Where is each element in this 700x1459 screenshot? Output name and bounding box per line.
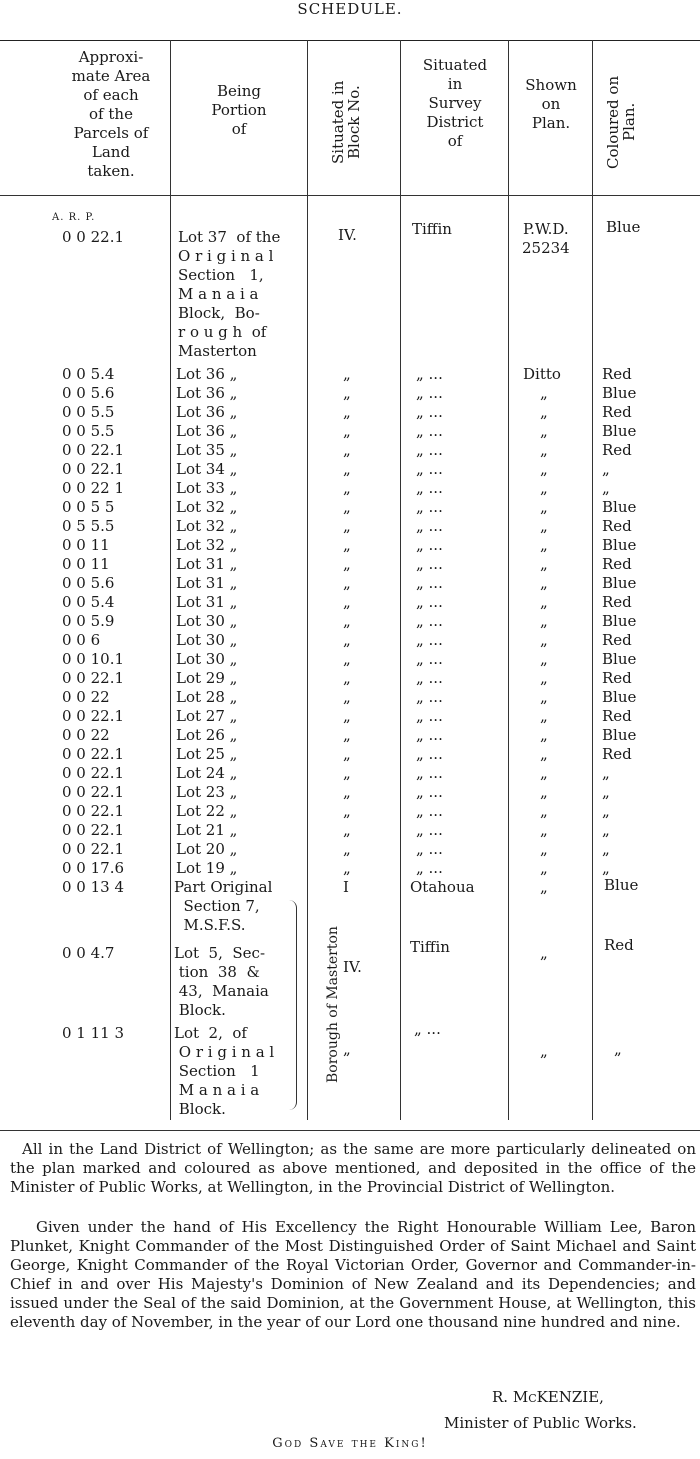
cell-plan: „ (540, 422, 548, 440)
cell-block: „ (343, 783, 351, 801)
cell-area: 0 0 5.4 (62, 593, 115, 611)
lot2-plan: „ (540, 1042, 548, 1060)
cell-portion: Lot 33 „ (176, 479, 238, 497)
cell-block: „ (343, 688, 351, 706)
table-row (0, 593, 700, 612)
cell-plan: Ditto (523, 365, 561, 383)
cell-district: „ ... (416, 650, 443, 668)
borough-brace (288, 900, 297, 1110)
cell-block: „ (343, 498, 351, 516)
cell-area: 0 0 22.1 (62, 821, 125, 839)
cell-plan: „ (540, 650, 548, 668)
table-row (0, 403, 700, 422)
cell-area: 0 0 5.9 (62, 612, 115, 630)
lot5-area: 0 0 4.7 (62, 944, 115, 962)
cell-portion: Lot 22 „ (176, 802, 238, 820)
cell-block: „ (343, 802, 351, 820)
cell-colour: Red (602, 555, 632, 573)
cell-plan: „ (540, 631, 548, 649)
cell-portion: Lot 32 „ (176, 498, 238, 516)
table-row (0, 498, 700, 517)
cell-district: „ ... (416, 403, 443, 421)
cell-area: 0 0 17.6 (62, 859, 125, 877)
cell-district: „ ... (416, 859, 443, 877)
cell-plan: „ (540, 441, 548, 459)
cell-portion: Lot 23 „ (176, 783, 238, 801)
cell-plan: „ (540, 536, 548, 554)
schedule-title: SCHEDULE. (297, 0, 403, 18)
cell-block: „ (343, 574, 351, 592)
first-row-area: 0 0 22.1 (62, 228, 125, 246)
cell-portion: Lot 36 „ (176, 422, 238, 440)
cell-plan: „ (540, 517, 548, 535)
cell-colour: Red (602, 631, 632, 649)
cell-colour: Blue (602, 422, 637, 440)
cell-portion: Lot 31 „ (176, 574, 238, 592)
cell-plan: „ (540, 384, 548, 402)
header-top-rule (0, 40, 700, 41)
cell-block: „ (343, 517, 351, 535)
lot5-block: IV. (343, 958, 362, 976)
cell-district: „ ... (416, 536, 443, 554)
cell-portion: Lot 19 „ (176, 859, 238, 877)
cell-area: 0 0 22.1 (62, 745, 125, 763)
cell-area: 0 0 5.6 (62, 384, 115, 402)
cell-plan: „ (540, 403, 548, 421)
cell-plan: „ (540, 821, 548, 839)
cell-portion: Lot 36 „ (176, 403, 238, 421)
cell-colour: Red (602, 517, 632, 535)
cell-portion: Lot 29 „ (176, 669, 238, 687)
cell-area: 0 0 11 (62, 536, 110, 554)
cell-block: „ (343, 593, 351, 611)
cell-block: „ (343, 859, 351, 877)
lot5-plan: „ (540, 944, 548, 962)
cell-block: „ (343, 840, 351, 858)
cell-area: 0 0 22 (62, 688, 110, 706)
cell-block: „ (343, 536, 351, 554)
cell-plan: „ (540, 479, 548, 497)
cell-area: 0 0 22.1 (62, 783, 125, 801)
table-bottom-rule (0, 1130, 700, 1131)
header-block: Situated in Block No. (329, 80, 363, 164)
cell-colour: Red (602, 441, 632, 459)
cell-colour: „ (602, 460, 610, 478)
cell-district: „ ... (416, 631, 443, 649)
cell-portion: Lot 31 „ (176, 593, 238, 611)
table-row (0, 479, 700, 498)
cell-portion: Lot 34 „ (176, 460, 238, 478)
cell-area: 0 0 22 1 (62, 479, 125, 497)
cell-portion: Lot 36 „ (176, 365, 238, 383)
cell-area: 0 0 10.1 (62, 650, 125, 668)
cell-district: „ ... (416, 498, 443, 516)
given-under-paragraph: Given under the hand of His Excellency the Right Honourable William Lee, Baron Plunket, Knight Commander of the Most Distinguished Order of Saint Michael and Saint George, Knight Commander of the Royal Victorian Order, Governor and Commander-in-Chief in and over His Majesty's Dominion of New Zealand and its Dependencies; and issued under the Seal of the said Dominion, at the Government House, at Wellington, this eleventh day of November, in the year of our Lord one thousand nine hundred and nine. (10, 1218, 696, 1331)
cell-plan: „ (540, 669, 548, 687)
table-row (0, 365, 700, 384)
cell-area: 0 0 5.5 (62, 422, 115, 440)
table-row (0, 802, 700, 821)
cell-plan: „ (540, 859, 548, 877)
cell-colour: Blue (602, 536, 637, 554)
cell-colour: Red (602, 403, 632, 421)
cell-area: 0 0 11 (62, 555, 110, 573)
header-bottom-rule (0, 195, 700, 196)
cell-district: „ ... (416, 479, 443, 497)
cell-plan: „ (540, 498, 548, 516)
cell-block: „ (343, 669, 351, 687)
cell-area: 0 0 22.1 (62, 764, 125, 782)
cell-colour: Blue (602, 688, 637, 706)
cell-block: „ (343, 707, 351, 725)
cell-district: „ ... (416, 726, 443, 744)
cell-portion: Lot 35 „ (176, 441, 238, 459)
land-district-paragraph: All in the Land District of Wellington; as the same are more particularly delineated on the plan marked and coloured as above mentioned, and deposited in the office of the Minister of Public Works, at Wellington, in the Provincial District of Wellington. (10, 1140, 696, 1196)
cell-district: „ ... (416, 422, 443, 440)
first-row-colour: Blue (606, 218, 641, 236)
signature-name: R. McKENZIE, (492, 1388, 604, 1406)
cell-block: „ (343, 764, 351, 782)
cell-area: 0 0 5.5 (62, 403, 115, 421)
otahoua-portion: Part Original Section 7, M.S.F.S. (174, 878, 273, 934)
first-row-district: Tiffin (412, 220, 452, 238)
lot5-district: Tiffin (410, 938, 450, 956)
cell-plan: „ (540, 840, 548, 858)
cell-plan: „ (540, 726, 548, 744)
cell-area: 0 0 22.1 (62, 441, 125, 459)
cell-district: „ ... (416, 821, 443, 839)
borough-label: Borough of Masterton (325, 926, 341, 1084)
cell-plan: „ (540, 555, 548, 573)
cell-district: „ ... (416, 669, 443, 687)
cell-portion: Lot 31 „ (176, 555, 238, 573)
cell-plan: „ (540, 745, 548, 763)
cell-district: „ ... (416, 707, 443, 725)
cell-block: „ (343, 821, 351, 839)
cell-portion: Lot 26 „ (176, 726, 238, 744)
cell-plan: „ (540, 783, 548, 801)
cell-area: 0 0 22.1 (62, 802, 125, 820)
table-row (0, 669, 700, 688)
otahoua-plan: „ (540, 878, 548, 896)
cell-block: „ (343, 441, 351, 459)
cell-portion: Lot 30 „ (176, 650, 238, 668)
cell-portion: Lot 30 „ (176, 631, 238, 649)
cell-area: 0 0 5 5 (62, 498, 115, 516)
cell-district: „ ... (416, 840, 443, 858)
cell-colour: Red (602, 365, 632, 383)
header-district: Situated in Survey District of (422, 56, 488, 150)
signature-title: Minister of Public Works. (444, 1414, 637, 1432)
cell-district: „ ... (416, 688, 443, 706)
first-row-portion: Lot 37 of the O r i g i n a l Section 1, M a n a i a Block, Bo- r o u g h of Masterton (178, 228, 281, 360)
table-row (0, 536, 700, 555)
cell-portion: Lot 24 „ (176, 764, 238, 782)
cell-area: 0 0 22 (62, 726, 110, 744)
first-row-block: IV. (338, 226, 357, 244)
lot2-block: „ (343, 1040, 351, 1058)
cell-portion: Lot 28 „ (176, 688, 238, 706)
cell-block: „ (343, 555, 351, 573)
cell-colour: „ (602, 802, 610, 820)
table-row (0, 460, 700, 479)
cell-plan: „ (540, 707, 548, 725)
cell-block: „ (343, 384, 351, 402)
cell-district: „ ... (416, 783, 443, 801)
cell-district: „ ... (416, 574, 443, 592)
header-area: Approxi- mate Area of each of the Parcels of Land taken. (71, 48, 151, 180)
cell-portion: Lot 21 „ (176, 821, 238, 839)
cell-plan: „ (540, 802, 548, 820)
lot2-district: „ ... (414, 1020, 441, 1038)
cell-colour: Blue (602, 726, 637, 744)
table-row (0, 726, 700, 745)
cell-plan: „ (540, 612, 548, 630)
first-row-plan: P.W.D. 25234 (522, 220, 570, 257)
cell-district: „ ... (416, 764, 443, 782)
table-row (0, 783, 700, 802)
cell-block: „ (343, 612, 351, 630)
cell-block: „ (343, 460, 351, 478)
cell-colour: Blue (602, 650, 637, 668)
table-row (0, 821, 700, 840)
lot5-colour: Red (604, 936, 634, 954)
cell-colour: „ (602, 821, 610, 839)
area-units: A. R. P. (52, 212, 96, 223)
cell-plan: „ (540, 764, 548, 782)
lot5-portion: Lot 5, Sec- tion 38 & 43, Manaia Block. (174, 944, 269, 1019)
cell-area: 0 0 5.6 (62, 574, 115, 592)
cell-block: „ (343, 631, 351, 649)
cell-colour: „ (602, 479, 610, 497)
cell-colour: „ (602, 783, 610, 801)
closing-line: God Save the King! (272, 1436, 428, 1451)
cell-district: „ ... (416, 365, 443, 383)
table-row (0, 612, 700, 631)
cell-portion: Lot 27 „ (176, 707, 238, 725)
otahoua-block: I (343, 878, 349, 896)
otahoua-colour: Blue (604, 876, 639, 894)
table-row (0, 555, 700, 574)
cell-district: „ ... (416, 593, 443, 611)
otahoua-area: 0 0 13 4 (62, 878, 125, 896)
cell-colour: Red (602, 669, 632, 687)
cell-portion: Lot 20 „ (176, 840, 238, 858)
cell-district: „ ... (416, 802, 443, 820)
cell-colour: Red (602, 593, 632, 611)
cell-block: „ (343, 422, 351, 440)
table-row (0, 384, 700, 403)
cell-portion: Lot 36 „ (176, 384, 238, 402)
table-row (0, 859, 700, 878)
cell-district: „ ... (416, 745, 443, 763)
cell-block: „ (343, 403, 351, 421)
lot2-area: 0 1 11 3 (62, 1024, 125, 1042)
cell-district: „ ... (416, 384, 443, 402)
cell-colour: „ (602, 764, 610, 782)
table-row (0, 764, 700, 783)
cell-block: „ (343, 365, 351, 383)
cell-colour: Blue (602, 384, 637, 402)
cell-plan: „ (540, 688, 548, 706)
cell-area: 0 0 6 (62, 631, 101, 649)
table-row (0, 745, 700, 764)
cell-area: 0 0 5.4 (62, 365, 115, 383)
cell-colour: „ (602, 859, 610, 877)
cell-colour: „ (602, 840, 610, 858)
cell-district: „ ... (416, 441, 443, 459)
cell-block: „ (343, 745, 351, 763)
cell-district: „ ... (416, 517, 443, 535)
cell-block: „ (343, 726, 351, 744)
cell-area: 0 0 22.1 (62, 840, 125, 858)
cell-colour: Red (602, 745, 632, 763)
table-row (0, 441, 700, 460)
cell-colour: Blue (602, 498, 637, 516)
header-colour: Coloured on Plan. (604, 75, 638, 169)
cell-colour: Red (602, 707, 632, 725)
lot2-portion: Lot 2, of O r i g i n a l Section 1 M a n a i a Block. (174, 1024, 275, 1118)
cell-colour: Blue (602, 574, 637, 592)
table-row (0, 650, 700, 669)
cell-area: 0 0 22.1 (62, 460, 125, 478)
cell-area: 0 5 5.5 (62, 517, 115, 535)
cell-block: „ (343, 650, 351, 668)
table-row (0, 840, 700, 859)
cell-area: 0 0 22.1 (62, 707, 125, 725)
cell-plan: „ (540, 574, 548, 592)
cell-portion: Lot 32 „ (176, 517, 238, 535)
table-row (0, 574, 700, 593)
cell-portion: Lot 25 „ (176, 745, 238, 763)
cell-portion: Lot 30 „ (176, 612, 238, 630)
header-portion: Being Portion of (211, 82, 267, 138)
table-row (0, 422, 700, 441)
cell-colour: Blue (602, 612, 637, 630)
header-plan: Shown on Plan. (525, 76, 577, 132)
table-row (0, 688, 700, 707)
cell-block: „ (343, 479, 351, 497)
otahoua-district: Otahoua (410, 878, 475, 896)
cell-district: „ ... (416, 460, 443, 478)
table-row (0, 517, 700, 536)
cell-district: „ ... (416, 555, 443, 573)
cell-area: 0 0 22.1 (62, 669, 125, 687)
cell-plan: „ (540, 593, 548, 611)
cell-district: „ ... (416, 612, 443, 630)
lot2-colour: „ (614, 1040, 622, 1058)
cell-plan: „ (540, 460, 548, 478)
table-row (0, 707, 700, 726)
table-row (0, 631, 700, 650)
cell-portion: Lot 32 „ (176, 536, 238, 554)
